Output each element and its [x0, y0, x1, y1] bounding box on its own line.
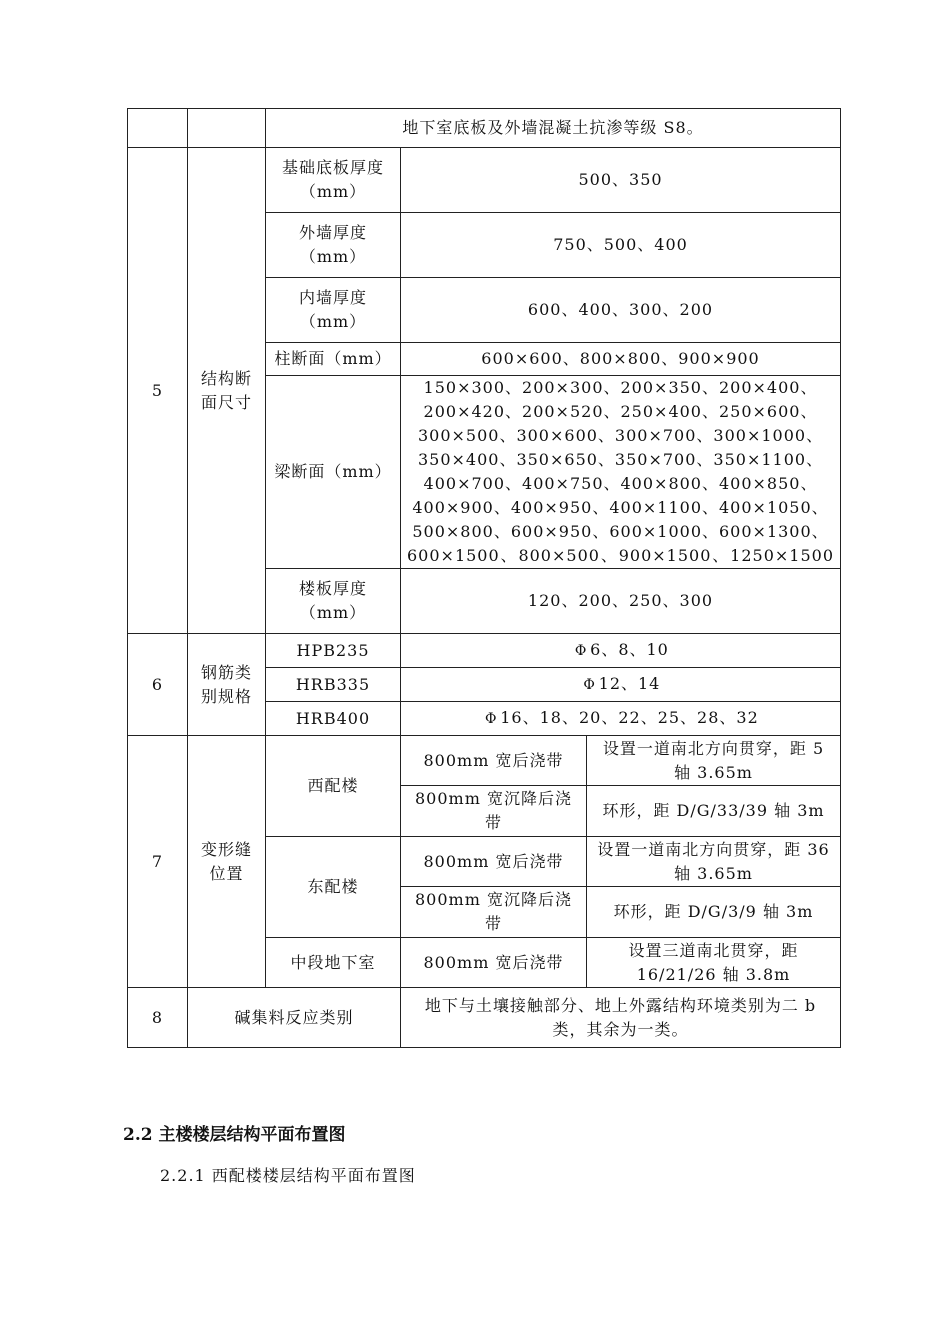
joint-type: 800mm 宽沉降后浇带	[401, 887, 587, 938]
joint-description: 设置一道南北方向贯穿，距 36 轴 3.65m	[587, 837, 841, 887]
section-label-8: 碱集料反应类别	[188, 988, 401, 1048]
rebar-grade: HRB400	[266, 702, 401, 736]
section-label-5: 结构断面尺寸	[188, 148, 266, 634]
section-label-6: 钢筋类别规格	[188, 634, 266, 736]
building-name: 中段地下室	[266, 938, 401, 988]
table-row	[128, 109, 841, 148]
rebar-diameters: 6、8、10	[590, 640, 669, 659]
cell-impermeability: 地下室底板及外墙混凝土抗渗等级 S8。	[266, 109, 841, 148]
joint-description: 设置三道南北贯穿，距 16/21/26 轴 3.8m	[587, 938, 841, 988]
joint-description: 环形，距 D/G/33/39 轴 3m	[587, 786, 841, 837]
table-row	[128, 634, 841, 668]
joint-type: 800mm 宽沉降后浇带	[401, 786, 587, 837]
rebar-spec	[401, 702, 841, 736]
item-name: 楼板厚度（mm）	[266, 569, 401, 634]
item-name: 梁断面（mm）	[266, 376, 401, 569]
joint-description: 环形，距 D/G/3/9 轴 3m	[587, 887, 841, 938]
rebar-symbol-icon: Φ	[574, 643, 588, 659]
row-number-5: 5	[128, 148, 188, 634]
rebar-spec	[401, 668, 841, 702]
item-value: 500、350	[401, 148, 841, 213]
item-value: 600、400、300、200	[401, 278, 841, 343]
item-value: 120、200、250、300	[401, 569, 841, 634]
item-name: 基础底板厚度（mm）	[266, 148, 401, 213]
item-name: 柱断面（mm）	[266, 343, 401, 376]
section-label-7: 变形缝位置	[188, 736, 266, 988]
building-name: 东配楼	[266, 837, 401, 938]
item-name: 外墙厚度（mm）	[266, 213, 401, 278]
beam-sections-value: 150×300、200×300、200×350、200×400、200×420、200×520、250×400、250×600、300×500、300×600、300×700、300×1000、350×400、350×650、350×700、350×1100、400×700、400×750、400×800、400×850、400×900、400×950、400×1100、400×1050、500×800、600×950、600×1000、600×1300、600×1500、800×500、900×1500、1250×1500	[401, 376, 841, 569]
joint-description: 设置一道南北方向贯穿，距 5 轴 3.65m	[587, 736, 841, 786]
rebar-grade: HRB335	[266, 668, 401, 702]
row-number-7: 7	[128, 736, 188, 988]
rebar-symbol-icon: Φ	[485, 711, 498, 727]
rebar-spec	[401, 634, 841, 668]
row-number-8: 8	[128, 988, 188, 1048]
joint-type: 800mm 宽后浇带	[401, 837, 587, 887]
table-row	[128, 736, 841, 786]
joint-type: 800mm 宽后浇带	[401, 736, 587, 786]
building-name: 西配楼	[266, 736, 401, 837]
table-row	[128, 148, 841, 213]
rebar-grade: HPB235	[266, 634, 401, 668]
rebar-diameters: 16、18、20、22、25、28、32	[500, 708, 759, 727]
item-name: 内墙厚度（mm）	[266, 278, 401, 343]
rebar-diameters: 12、14	[598, 674, 661, 693]
spec-table	[127, 108, 841, 1048]
joint-type: 800mm 宽后浇带	[401, 938, 587, 988]
subsection-heading: 2.2.1 西配楼楼层结构平面布置图	[160, 1166, 416, 1185]
rebar-symbol-icon: Φ	[583, 677, 596, 693]
table-row	[128, 988, 841, 1048]
item-value: 750、500、400	[401, 213, 841, 278]
alkali-aggregate-value: 地下与土壤接触部分、地上外露结构环境类别为二 b 类，其余为一类。	[401, 988, 841, 1048]
row-number-6: 6	[128, 634, 188, 736]
item-value: 600×600、800×800、900×900	[401, 343, 841, 376]
section-heading: 2.2 主楼楼层结构平面布置图	[123, 1125, 346, 1145]
